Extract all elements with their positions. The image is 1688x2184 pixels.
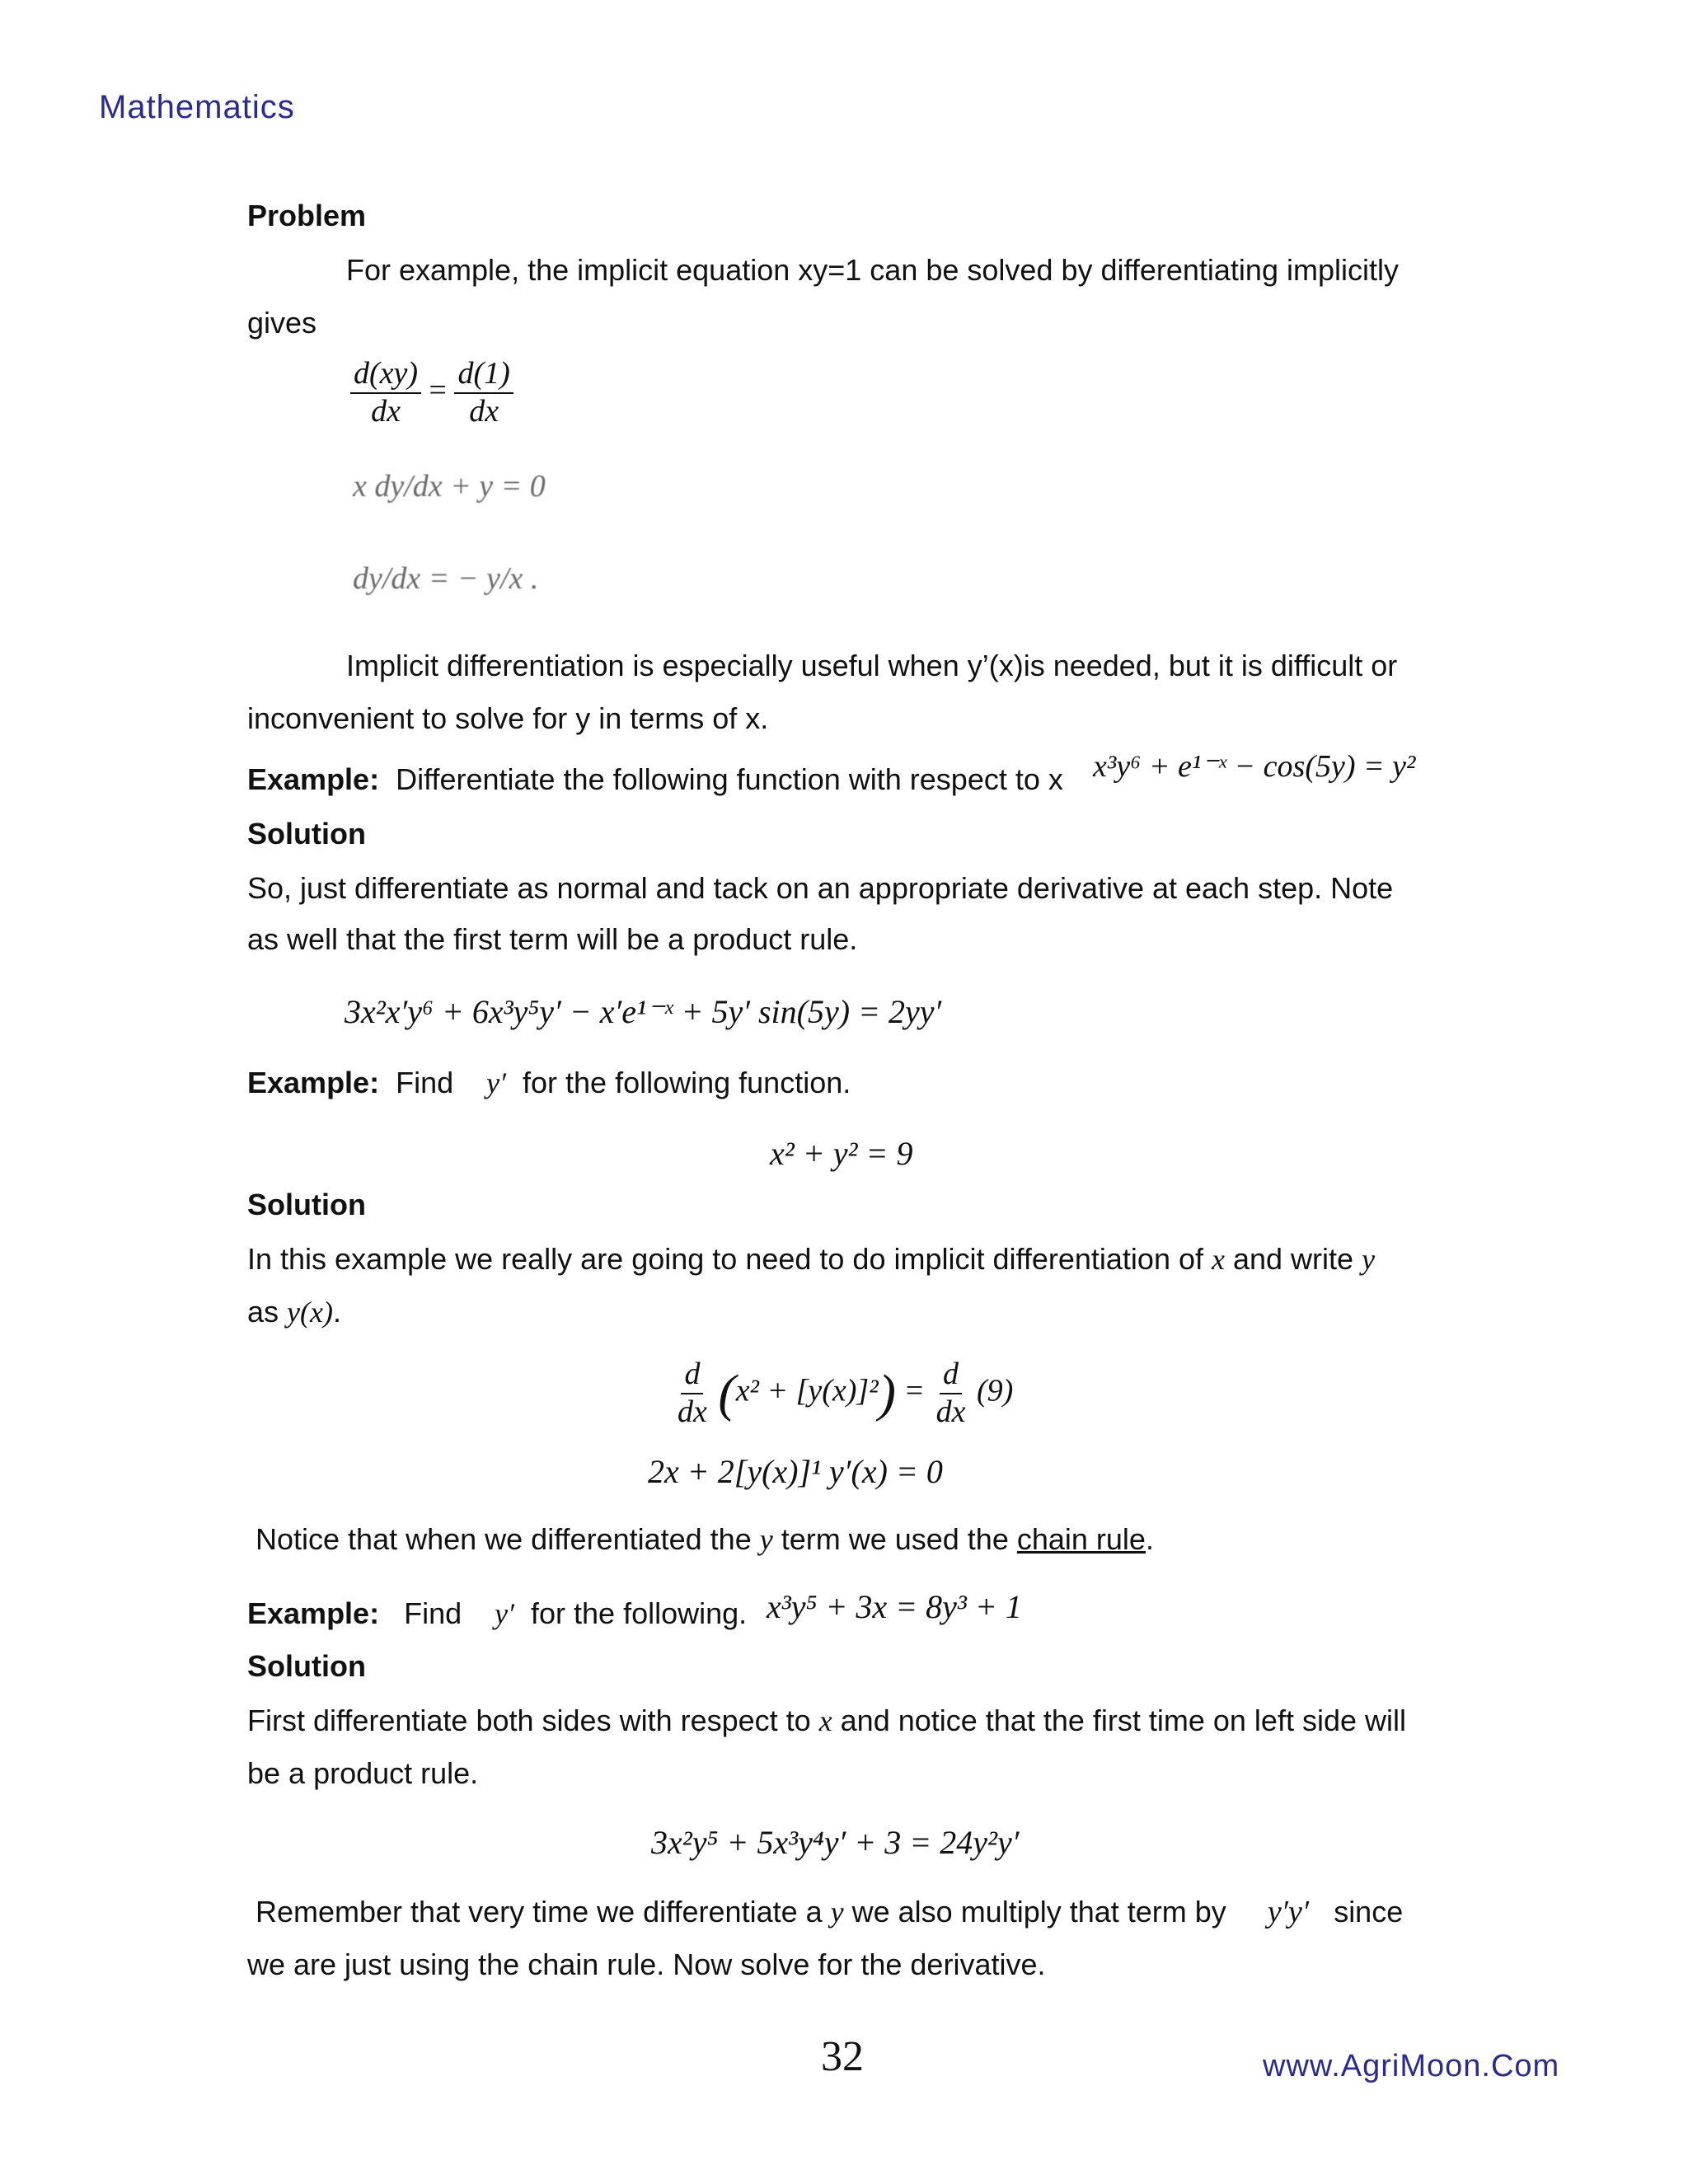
remember-line: Remember that very time we differentiate a y we also multiply that term by y′y′ since	[256, 1895, 1404, 1929]
notice-line: Notice that when we differentiated the y term we used the chain rule.	[256, 1522, 1154, 1556]
equation-implicit-derivative: $\frac{d(xy)}{dx}$ = $\frac{d(1)}{dx}$	[350, 356, 513, 429]
chain-rule-link[interactable]: chain rule	[1016, 1522, 1146, 1556]
problem-heading: Problem	[247, 199, 367, 232]
page-header-subject: Mathematics	[99, 89, 295, 125]
example-3-equation: x³y⁵ + 3x = 8y³ + 1	[767, 1588, 1022, 1625]
example-1: Example: Differentiate the following function with respect to x	[247, 762, 1063, 796]
paragraph-line: be a product rule.	[247, 1756, 479, 1790]
example-3: Example: Find y′ for the following.	[247, 1596, 748, 1630]
solution-2-equation-2: 2x + 2[y(x)]¹ y′(x) = 0	[648, 1453, 943, 1490]
solution-heading: Solution	[247, 817, 366, 851]
paragraph-line: Implicit differentiation is especially useful when y’(x)is needed, but it is difficult or	[346, 649, 1398, 682]
paragraph-line: inconvenient to solve for y in terms of x.	[247, 701, 769, 735]
solution-2-equation-1: $\frac{d}{dx}$ (x² + [y(x)]²) = $\frac{d}{dx}$ (9)	[678, 1357, 1014, 1429]
website-link[interactable]: www.AgriMoon.Com	[1263, 2049, 1560, 2083]
example-2: Example: Find y′ for the following function.	[247, 1066, 851, 1099]
solution-heading: Solution	[247, 1188, 366, 1221]
paragraph-line: So, just differentiate as normal and tack on an appropriate derivative at each step. Note	[247, 871, 1394, 905]
paragraph-line: First differentiate both sides with respect to x and notice that the first time on left side will	[247, 1704, 1406, 1737]
example-2-equation: x² + y² = 9	[770, 1135, 913, 1172]
paragraph-line: we are just using the chain rule. Now solve for the derivative.	[247, 1947, 1046, 1981]
solution-heading: Solution	[247, 1649, 366, 1683]
page-number: 32	[821, 2033, 864, 2080]
solution-1-equation: 3x²x′y⁶ + 6x³y⁵y′ − x′e¹⁻ˣ + 5y′ sin(5y) = 2yy′	[345, 993, 942, 1030]
solution-3-equation: 3x²y⁵ + 5x³y⁴y′ + 3 = 24y²y′	[651, 1824, 1020, 1861]
paragraph-line: For example, the implicit equation xy=1 can be solved by differentiating implicitly	[346, 253, 1399, 287]
paragraph-line: as y(x).	[247, 1295, 341, 1329]
paragraph-line: gives	[247, 306, 317, 340]
paragraph-line: In this example we really are going to need to do implicit differentiation of x and write y	[247, 1242, 1376, 1276]
paragraph-line: as well that the first term will be a product rule.	[247, 922, 858, 956]
example-1-equation: x³y⁶ + e¹⁻ˣ − cos(5y) = y²	[1093, 749, 1416, 784]
equation-step-3: dy/dx = − y/x .	[353, 561, 539, 596]
equation-step-2: x dy/dx + y = 0	[353, 469, 546, 504]
